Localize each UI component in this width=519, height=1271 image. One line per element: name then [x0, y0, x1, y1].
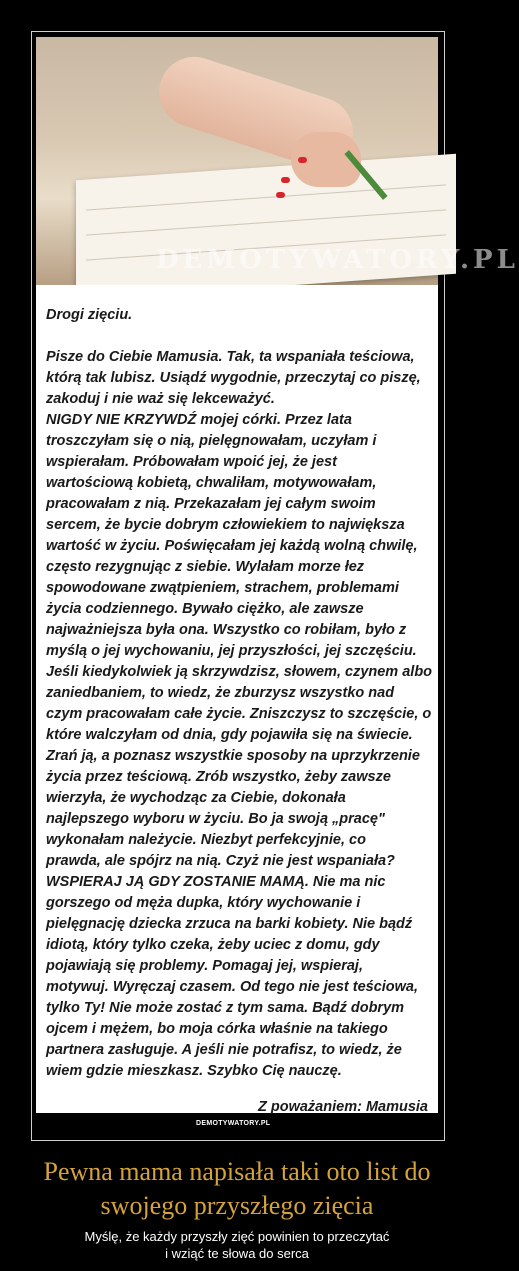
letter-line: WSPIERAJ JĄ GDY ZOSTANIE MAMĄ. Nie ma nic	[46, 874, 386, 890]
letter-line: pracowałam z nią. Przekazałam jej całym swoim	[46, 496, 376, 512]
letter-line: wspierałam. Próbowałam wpoić jej, że jest	[46, 454, 337, 470]
letter-line: troszczyłam się o nią, pielęgnowałam, uczyłam i	[46, 433, 377, 449]
letter-body	[46, 347, 436, 1082]
letter-line: zakoduj i nie waż się lekceważyć.	[46, 391, 275, 407]
letter-line: życia przez teściową. Zrób wszystko, żeby zawsze	[46, 769, 391, 785]
letter-text	[46, 305, 436, 1082]
letter-line: prawda, ale spójrz na nią. Czyż nie jest wspaniała?	[46, 853, 395, 869]
letter-line: wykonałam należycie. Niezbyt perfekcyjnie, co	[46, 832, 366, 848]
photo-hand-writing	[36, 37, 519, 285]
letter-line: najważniejsza była ona. Wszystko co robiłam, było z	[46, 622, 407, 638]
letter-line: którą tak lubisz. Usiądź wygodnie, przeczytaj co piszę,	[46, 370, 421, 386]
letter-line: życia codziennego. Bywało ciężko, ale zawsze	[46, 601, 364, 617]
nail	[298, 157, 307, 163]
letter-line: zaniedbaniem, to wiedz, że zburzysz wszystko nad	[46, 685, 395, 701]
poster-headline: Pewna mama napisała taki oto list do swojego przyszłego zięcia	[43, 1157, 431, 1220]
letter-line: wartość w życiu. Poświęcałam jej każdą wolną chwilę,	[46, 538, 418, 554]
letter-line: motywuj. Wyręczaj czasem. Od tego nie jest teściowa,	[46, 979, 419, 995]
letter-line: Jeśli kiedykolwiek ją skrzywdzisz, słowem, czynem albo	[46, 664, 433, 680]
letter-line: gorszego od męża dupka, który wychowanie i	[46, 895, 361, 911]
letter-line: idiotą, który tylko czeka, żeby uciec z domu, gdy	[46, 937, 380, 953]
letter-line: NIGDY NIE KRZYWDŹ mojej córki. Przez lata	[46, 412, 352, 428]
letter-line: partnera zasługuje. A jeśli nie potrafisz, to wiedz, że	[46, 1042, 402, 1058]
nail	[276, 192, 285, 198]
poster-subline: Myślę, że każdy przyszły zięć powinien to przeczytać i wziąć te słowa do serca	[84, 1229, 390, 1261]
letter-signature: Z poważaniem: Mamusia	[257, 1099, 428, 1115]
letter-line: Zrań ją, a poznasz wszystkie sposoby na uprzykrzenie	[46, 748, 420, 764]
letter-line: Pisze do Ciebie Mamusia. Tak, ta wspaniała teściowa,	[46, 349, 415, 365]
letter-line: czym pracowałam całe życie. Zniszczysz to szczęście, o	[46, 706, 432, 722]
letter-line: wartościową kobietą, chwaliłam, motywowałam,	[46, 475, 377, 491]
letter-greeting: Drogi zięciu.	[46, 307, 133, 323]
letter-line: często rezygnując z siebie. Wylałam morze łez	[46, 559, 365, 575]
letter-line: ojcem i mężem, bo moja córka właśnie na takiego	[46, 1021, 388, 1037]
letter-line: sercem, że bycie dobrym człowiekiem to największa	[46, 517, 405, 533]
letter-line: pojawiają się problemy. Pomagaj jej, wspieraj,	[46, 958, 363, 974]
letter-line: wierzyła, że wychodząc za Ciebie, dokonała	[46, 790, 346, 806]
letter-line: najlepszego wyboru w życiu. Bo ja swoją „pracę"	[46, 811, 385, 827]
site-badge: DEMOTYWATORY.PL	[193, 1119, 273, 1128]
photo-watermark: DEMOTYWATORY.PL	[156, 245, 519, 275]
letter-line: spowodowane zwątpieniem, strachem, problemami	[46, 580, 399, 596]
letter-line: wiem gdzie mieszkasz. Szybko Cię nauczę.	[46, 1063, 342, 1079]
letter-line: myślą o jej wychowaniu, jej przyszłości, jej szczęściu.	[46, 643, 417, 659]
letter-line: pielęgnację dziecka zrzuca na barki kobiety. Nie bądź	[46, 916, 413, 932]
nail	[281, 177, 290, 183]
letter-line: które walczyłam od dnia, gdy pojawiła się na świecie.	[46, 727, 413, 743]
letter-panel	[36, 285, 438, 1113]
notebook-paper	[76, 154, 456, 301]
letter-line: tylko Ty! Nie może zostać z tym sama. Bądź dobrym	[46, 1000, 405, 1016]
